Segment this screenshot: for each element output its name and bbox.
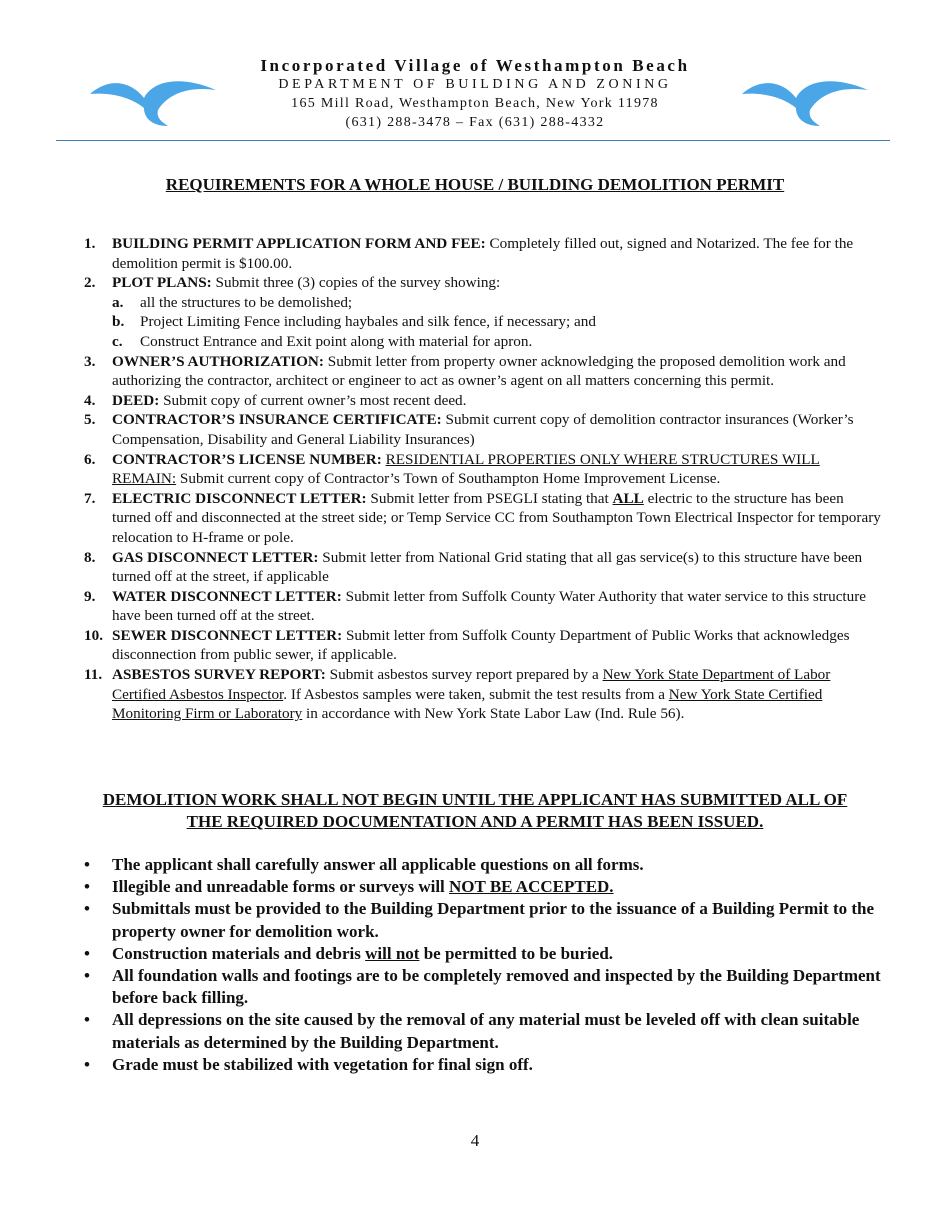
list-item: 3. OWNER’S AUTHORIZATION: Submit letter from property owner acknowledging the proposed demolition work and authorizing the contractor, architect or engineer to act as owner’s agent on all matters concerning this permit. xyxy=(84,352,846,390)
list-item: • All foundation walls and footings are to be completely removed and inspected by the Building Department before back filling. xyxy=(84,966,881,1008)
conditions-list xyxy=(84,854,884,1076)
list-item: 2. PLOT PLANS: Submit three (3) copies of the survey showing: a. all the structures to be demolished; b. Project Limiting Fence including haybales and silk fence, if necessary; and c. Construct Entrance and Exit point along with material for apron. xyxy=(84,273,884,351)
bullet-icon: • xyxy=(84,855,90,874)
address: 165 Mill Road, Westhampton Beach, New York 11978 xyxy=(291,96,659,111)
list-item: • The applicant shall carefully answer all applicable questions on all forms. xyxy=(84,854,884,876)
bullet-icon: • xyxy=(84,1054,90,1074)
list-item: 4. DEED: Submit copy of current owner’s most recent deed. xyxy=(84,391,467,409)
phone-fax: (631) 288-3478 – Fax (631) 288-4332 xyxy=(345,115,605,130)
page-title: REQUIREMENTS FOR A WHOLE HOUSE / BUILDING DEMOLITION PERMIT xyxy=(165,175,785,194)
list-item: 11. ASBESTOS SURVEY REPORT: Submit asbestos survey report prepared by a New York State Department of Labor Certified Asbestos Inspector. If Asbestos samples were taken, submit the test results from a New York State Certified Monitoring Firm or Laboratory in accordance with New York State Labor Law (Ind. Rule 56). xyxy=(84,666,831,723)
list-item: 9. WATER DISCONNECT LETTER: Submit letter from Suffolk County Water Authority that water service to this structure have been turned off at the street. xyxy=(84,587,867,625)
letterhead xyxy=(0,0,950,142)
header-divider xyxy=(56,140,890,141)
bullet-icon: • xyxy=(84,966,90,986)
bullet-icon: • xyxy=(84,899,90,919)
list-item: 10. SEWER DISCONNECT LETTER: Submit letter from Suffolk County Department of Public Works that acknowledges disconnection from public sewer, if applicable. xyxy=(84,626,850,664)
requirements-list xyxy=(84,234,884,724)
bullet-icon: • xyxy=(84,877,90,897)
list-item: • All depressions on the site caused by the removal of any material must be leveled off with clean suitable materials as determined by the Building Department. xyxy=(84,1010,860,1052)
demolition-warning: DEMOLITION WORK SHALL NOT BEGIN UNTIL THE APPLICANT HAS SUBMITTED ALL OF THE REQUIRED DOCUMENTATION AND A PERMIT HAS BEEN ISSUED. xyxy=(102,790,848,831)
village-name: Incorporated Village of Westhampton Beach xyxy=(260,56,690,75)
page-number: 4 xyxy=(470,1131,480,1150)
list-item: 6. CONTRACTOR’S LICENSE NUMBER: RESIDENTIAL PROPERTIES ONLY WHERE STRUCTURES WILL REMAIN: Submit current copy of Contractor’s Town of Southampton Home Improvement License. xyxy=(84,450,820,488)
sub-item: a. all the structures to be demolished; xyxy=(112,293,353,311)
list-item: 5. CONTRACTOR’S INSURANCE CERTIFICATE: Submit current copy of demolition contractor insurances (Worker’s Compensation, Disability and General Liability Insurances) xyxy=(84,411,854,448)
sub-item: c. Construct Entrance and Exit point along with material for apron. xyxy=(112,332,533,350)
department-name: DEPARTMENT OF BUILDING AND ZONING xyxy=(278,77,672,92)
bullet-icon: • xyxy=(84,1010,90,1030)
list-item: • Submittals must be provided to the Building Department prior to the issuance of a Building Permit to the property owner for demolition work. xyxy=(84,899,875,941)
list-item: 8. GAS DISCONNECT LETTER: Submit letter from National Grid stating that all gas service(s) to this structure have been turned off at the street, if applicable xyxy=(84,548,863,586)
bullet-icon: • xyxy=(84,943,90,963)
list-item: • Construction materials and debris will not be permitted to be buried. xyxy=(84,943,884,965)
list-item: • Grade must be stabilized with vegetation for final sign off. xyxy=(84,1054,884,1076)
list-item: 7. ELECTRIC DISCONNECT LETTER: Submit letter from PSEGLI stating that ALL electric to the structure has been turned off and disconnected at the street side; or Temp Service CC from Southampton Town Electrical Inspector for temporary relocation to H-frame or pole. xyxy=(84,489,881,546)
list-item: 1. BUILDING PERMIT APPLICATION FORM AND FEE: Completely filled out, signed and Notarized. The fee for the demolition permit is $100.00. xyxy=(84,235,854,272)
list-item: • Illegible and unreadable forms or surveys will NOT BE ACCEPTED. xyxy=(84,876,884,898)
sub-item: b. Project Limiting Fence including haybales and silk fence, if necessary; and xyxy=(112,313,596,331)
